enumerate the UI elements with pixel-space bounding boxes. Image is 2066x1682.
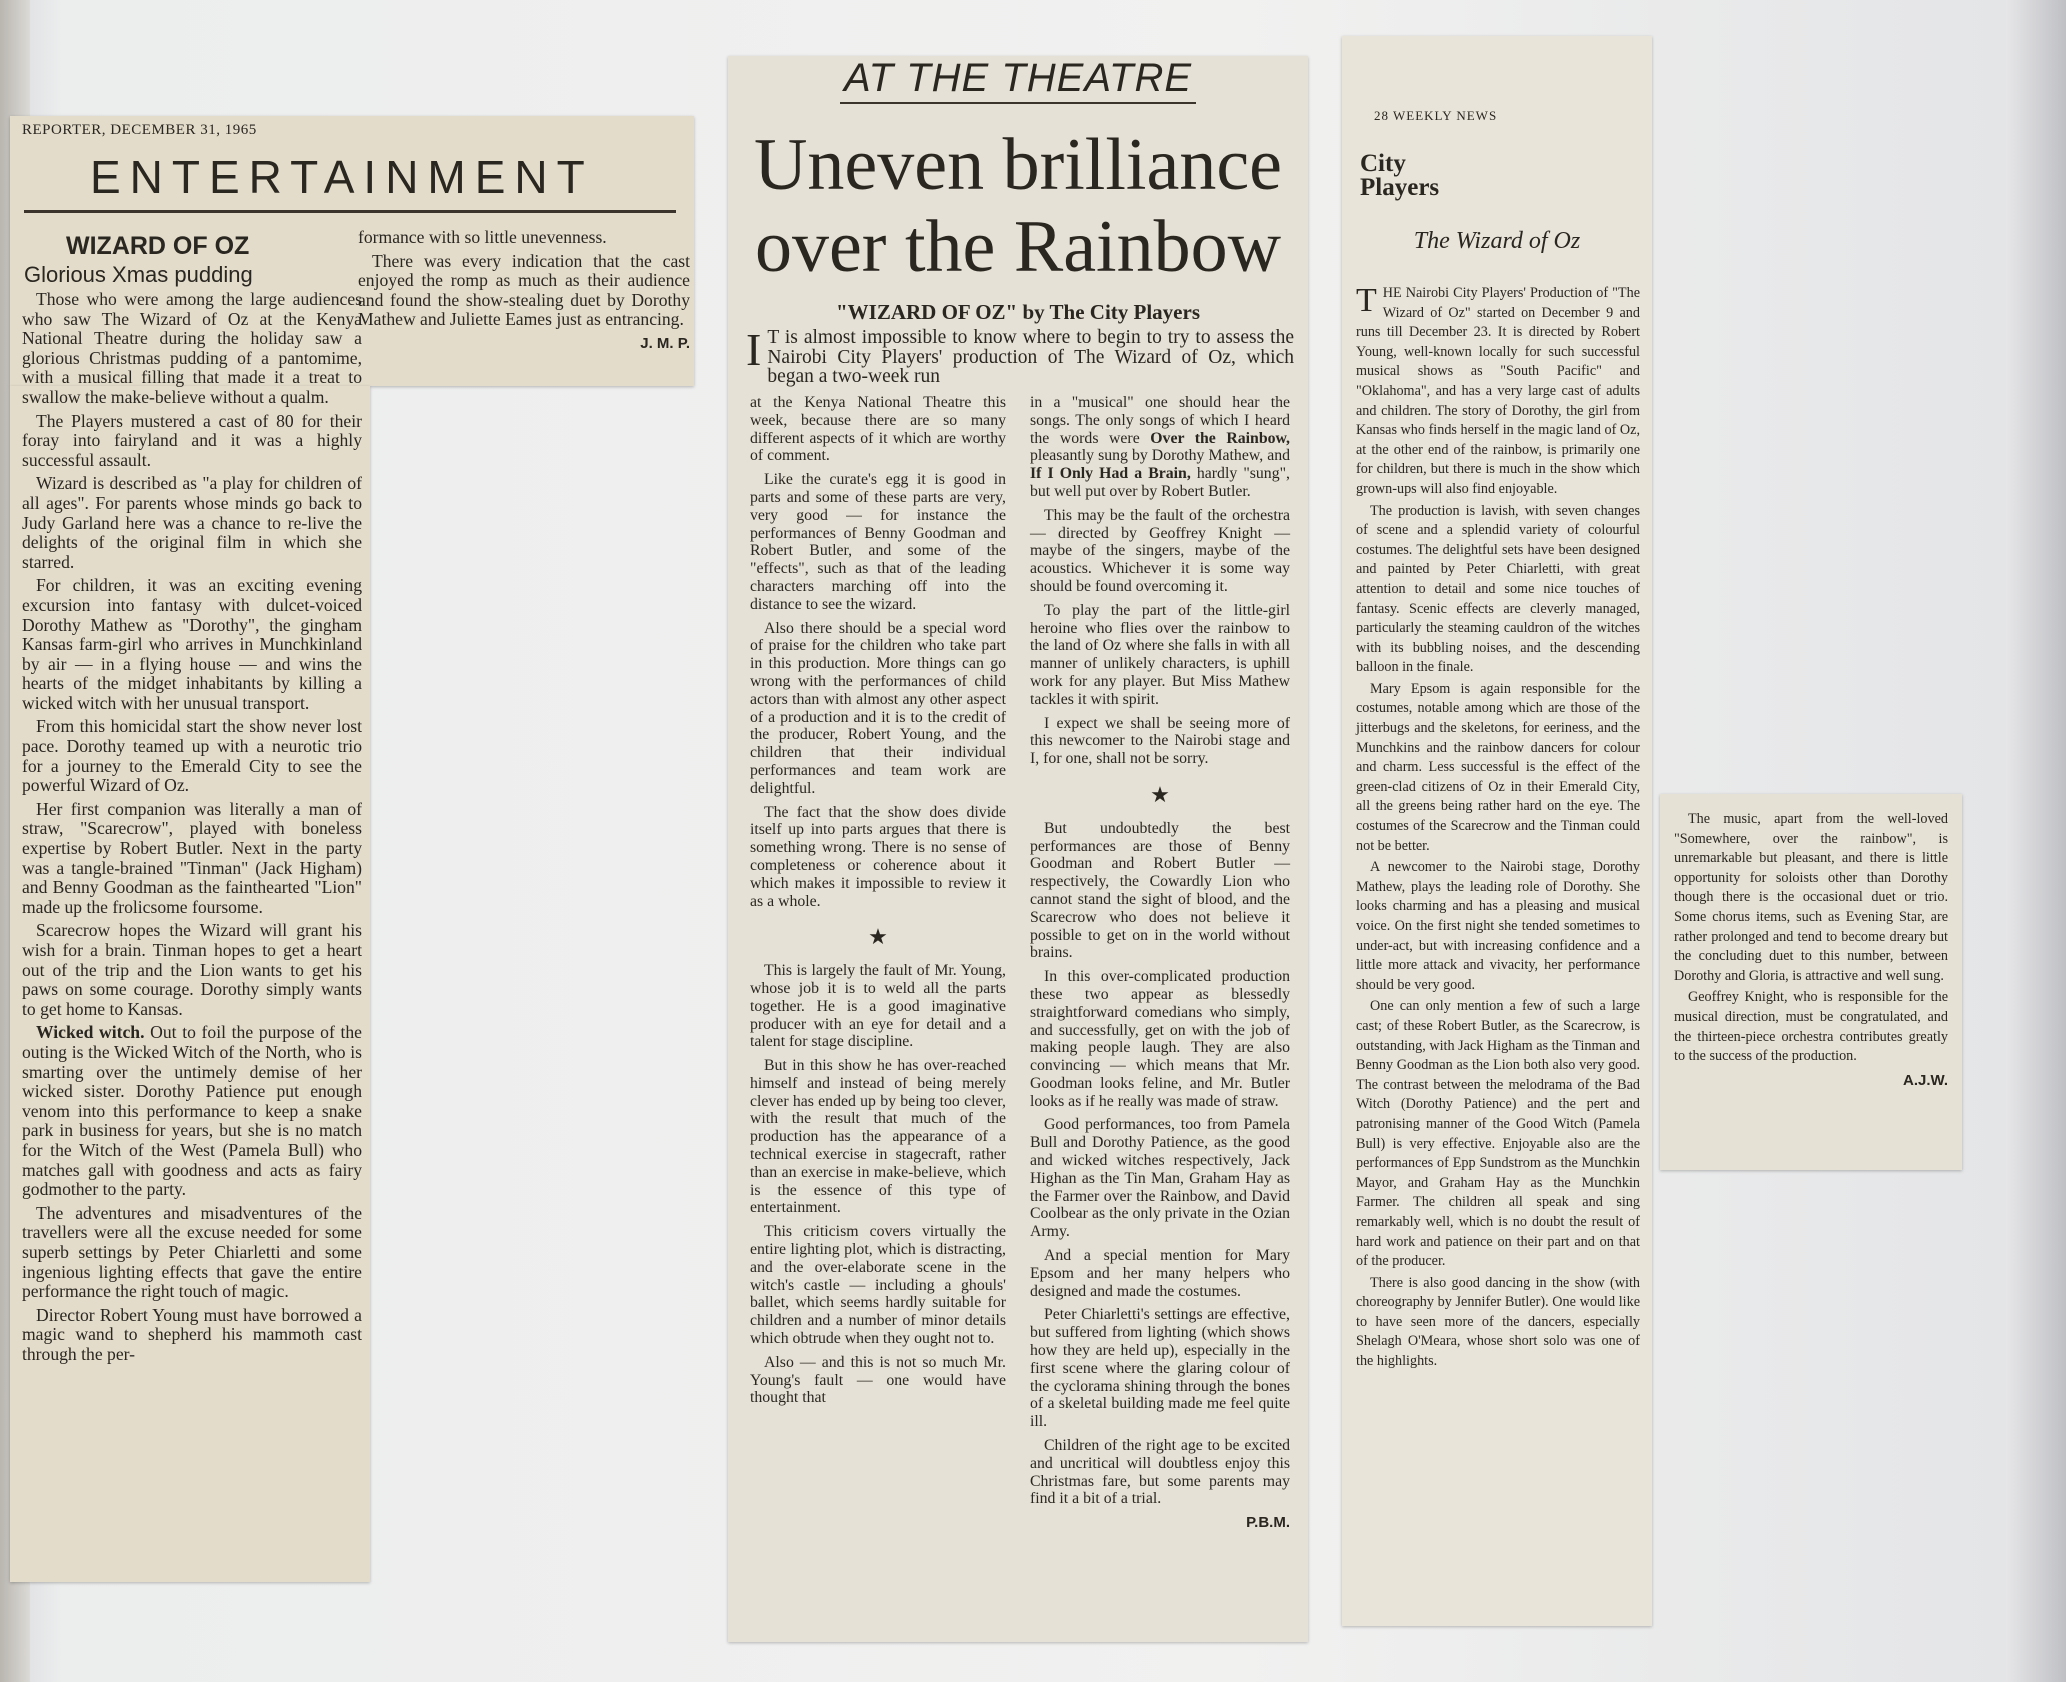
song-title: If I Only Had a Brain, [1030, 465, 1191, 483]
paragraph: One can only mention a few of such a large cast; of these Robert Butler, as the Scarecrow, is outstanding, with Jack Higham as the Tinman and Benny Goodman as the Lion both also very good. The contrast between the melodrama of the Bad Witch (Dorothy Patience) and the pert and patronising manner of the Good Witch (Pamela Bull) is very effective. Enjoyable also are the performances of Epp Sundstrom as the Munchkin Mayor, and Graham Hay as the Munchkin Farmer. The children all speak and sing remarkably well, which is no doubt the result of hard work and patience on their part and on that of the producer. [1356, 998, 1640, 1270]
theatre-column-2 [1030, 394, 1290, 1532]
kicker: AT THE THEATRE [843, 56, 1193, 100]
paragraph: Wizard is described as "a play for children of all ages". For parents whose minds go back to Judy Garland here was a chance to re-live the delights of the original film in which she starred. [22, 473, 362, 572]
paragraph: Peter Chiarletti's settings are effective, but suffered from lighting (which shows how they are held up), especially in the first scene where the glaring colour of the cyclorama shining through the bones of a skeletal building made me feel quite ill. [1030, 1306, 1290, 1431]
paragraph: The fact that the show does divide itself up into parts argues that there is something wrong. There is no sense of completeness or coherence about it which makes it impossible to review it as a whole. [750, 803, 1006, 910]
heading [1360, 152, 1439, 200]
paragraph: Scarecrow hopes the Wizard will grant his wish for a brain. Tinman hopes to get a heart out of the trip and the Lion wants to get his paws on some courage. Dorothy simply wants to get home to Kansas. [22, 920, 362, 1019]
song-title: Over the Rainbow, [1150, 429, 1290, 447]
paragraph: Good performances, too from Pamela Bull and Dorothy Patience, as the good and wicked witches respectively, Jack Highan as the Tin Man, Graham Hay as the Farmer over the Rainbow, and David Coolbear as the only private in the Ozian Army. [1030, 1116, 1290, 1241]
theatre-clipping [728, 56, 1308, 1642]
signature: J. M. P. [640, 334, 690, 352]
kicker-rule [840, 102, 1196, 104]
paragraph: And a special mention for Mary Epsom and her many helpers who designed and made the costumes. [1030, 1247, 1290, 1300]
heading-line-1: City [1360, 150, 1406, 177]
paragraph: Also there should be a special word of praise for the children who take part in this production. More things can go wrong with the performances of child actors than with almost any other aspect of a production and it is to the credit of the producer, Robert Young, and the children that their individual performances and team work are delightful. [750, 619, 1006, 797]
paragraph: The music, apart from the well-loved "Somewhere, over the rainbow", is unremarkable but pleasant, and there is little opportunity for soloists other than Dorothy though there is the occasional duet or trio. Some chorus items, such as Evening Star, are rather prolonged and tend to become dreary but the concluding duet to this number, between Dorothy and Gloria, is attractive and well sung. [1674, 811, 1948, 984]
article-subtitle: Glorious Xmas pudding [24, 262, 253, 287]
paragraph: Children of the right age to be excited and uncritical will doubtless enjoy this Christmas fare, but some parents may find it a bit of a trial. [1030, 1437, 1290, 1508]
paragraph: There is also good dancing in the show (with choreography by Jennifer Butler). One would like to have seen more of the dancers, especially Shelagh O'Meara, whose short solo was one of the highlights. [1356, 1274, 1640, 1370]
subtitle: The Wizard of Oz [1413, 228, 1581, 254]
paragraph: This is largely the fault of Mr. Young, whose job it is to weld all the parts together. He is a good imaginative producer with an eye for detail and a talent for stage discipline. [750, 962, 1006, 1051]
paragraph: Like the curate's egg it is good in parts and some of these parts are very, very good — for instance the performances of Benny Goodman and Robert Butler, and some of the "effects", such as that of the leading characters marching off into the distance to see the wizard. [750, 471, 1006, 613]
byline: "WIZARD OF OZ" by The City Players [836, 300, 1200, 324]
reporter-dateline: REPORTER, DECEMBER 31, 1965 [22, 122, 257, 138]
paragraph: Director Robert Young must have borrowed a magic wand to shepherd his mammoth cast through the per- [22, 1304, 362, 1364]
paragraph: Those who were among the large audiences who saw The Wizard of Oz at the Kenya National Theatre during the holiday saw a glorious Christmas pudding of a pantomime, with a musical filling that made it a treat to swallow the make-believe without a qualm. [22, 289, 362, 407]
paragraph: Also — and this is not so much Mr. Young's fault — one would have thought that [750, 1353, 1006, 1407]
paragraph: The adventures and misadventures of the travellers were all the excuse needed for some superb settings by Peter Chiarletti and some ingenious lighting effects that gave the entire performance the right touch of magic. [22, 1202, 362, 1302]
paragraph: From this homicidal start the show never lost pace. Dorothy teamed up with a neurotic trio for a journey to the Emerald City to see the powerful Wizard of Oz. [22, 716, 362, 796]
drop-cap: T [1356, 282, 1377, 319]
page-label: 28 WEEKLY NEWS [1374, 108, 1498, 123]
paragraph: But in this show he has over-reached himself and instead of being merely clever has ended up by being too clever, with the result that much of the production has the appearance of a technical exercise in stagecraft, rather than an exercise in make-believe, which is the essence of this type of entertainment. [750, 1057, 1006, 1217]
headline-line-1: Uneven brilliance [753, 124, 1283, 206]
headline [728, 124, 1308, 288]
star-separator: ★ [1150, 781, 1170, 807]
signature: A.J.W. [1902, 1071, 1948, 1089]
section-heading: ENTERTAINMENT [90, 151, 594, 203]
paragraph: The Players mustered a cast of 80 for their foray into fairyland and it was a highly successful assault. [22, 410, 362, 470]
paragraph: formance with so little unevenness. [358, 227, 607, 247]
star-separator: ★ [868, 924, 888, 950]
intro-paragraph [746, 324, 1294, 387]
heading-rule [24, 210, 676, 213]
drop-cap: I [746, 324, 762, 375]
paragraph: Geoffrey Knight, who is responsible for the musical direction, must be congratulated, and the thirteen-piece orchestra contributes greatly to the success of the production. [1674, 989, 1948, 1065]
paragraph: There was every indication that the cast enjoyed the romp as much as their audience and found the show-stealing duet by Dorothy Mathew and Juliette Eames just as entrancing. [358, 250, 690, 330]
paragraph: In this over-complicated production these two appear as blessedly straightforward comedians who simply, and successfully, get on with the job of making people laugh. They are also convincing — which means that Mr. Goodman looks feline, and Mr. Butler looks as if he really was made of straw. [1030, 968, 1290, 1110]
page-binding [2006, 0, 2066, 1682]
theatre-column-1 [750, 394, 1006, 1413]
reporter-column-1 [22, 290, 362, 1368]
paragraph: I expect we shall be seeing more of this newcomer to the Nairobi stage and I, for one, shall not be sorry. [1030, 714, 1290, 768]
paragraph: at the Kenya National Theatre this week, because there are so many different aspects of it which are worthy of comment. [750, 394, 1006, 465]
intro-text: T is almost impossible to know where to begin to try to assess the Nairobi City Players' production of The Wizard of Oz, which began a two-week run [767, 327, 1294, 387]
paragraph: HE Nairobi City Players' Production of "The Wizard of Oz" started on December 9 and runs till December 23. It is directed by Robert Young, well-known locally for such successful musical shows as "South Pacific" and "Oklahoma", and has a very large cast of adults and children. The story of Dorothy, the girl from Kansas who finds herself in the magic land of Oz, at the other end of the rainbow, is primarily one for children, but there is much in the show which grown-ups will also find enjoyable. [1356, 285, 1640, 497]
weekly-continuation-clipping [1660, 794, 1962, 1170]
paragraph: hardly "sung", but well put over by Robert Butler. [1030, 465, 1291, 500]
paragraph: The production is lavish, with seven changes of scene and a splendid variety of colourful costumes. The delightful sets have been designed and painted by Peter Chiarletti, with great attention to detail and some nice touches of fantasy. Scenic effects are cleverly managed, particularly the steaming cauldron of the witches with its bubbling noises, and the descending balloon in the finale. [1356, 502, 1640, 676]
paragraph: Out to foil the purpose of the outing is the Wicked Witch of the North, who is smarting over the untimely demise of her wicked sister. Dorothy Patience put enough venom into this performance to keep a snake park in business for years, but she is no match for the Witch of the West (Pamela Bull) who matches gall with goodness and acts as fairy godmother to the party. [22, 1022, 362, 1200]
article-title: WIZARD OF OZ [66, 232, 250, 260]
headline-line-2: over the Rainbow [754, 206, 1282, 288]
reporter-column-2 [358, 228, 690, 354]
signature: P.B.M. [1246, 1514, 1290, 1532]
paragraph: To play the part of the little-girl heroine who flies over the rainbow to the land of Oz where she falls in with all manner of unlikely characters, is uphill work for any player. But Miss Mathew tackles it with spirit. [1030, 601, 1290, 708]
paragraph: in a "musical" one should hear the songs. The only songs of which I heard the words were [1030, 394, 1290, 447]
weekly-news-clipping [1342, 36, 1652, 1626]
heading-line-2: Players [1360, 174, 1440, 201]
paragraph: Mary Epsom is again responsible for the costumes, notable among which are those of the jitterbugs and the skeletons, for eeriness, and the Munchkins and the rainbow dancers for colour and charm. Less successful is the effect of the green-clad citizens of Oz in their Emerald City, all the greens being rather hard on the eye. The costumes of the Scarecrow and the Tinman could not be better. [1356, 680, 1640, 854]
subhead: Wicked witch. [36, 1022, 145, 1043]
reporter-clipping-column [10, 289, 370, 1582]
paragraph: This may be the fault of the orchestra — directed by Geoffrey Knight — maybe of the singers, maybe of the acoustics. Whichever it is some way should be found overcoming it. [1030, 506, 1290, 595]
paragraph: This criticism covers virtually the entire lighting plot, which is distracting, and the over-elaborate scene in the witch's castle — including a ghouls' ballet, which seems hardly suitable for children and a number of minor details which obtrude when they ought not to. [750, 1223, 1006, 1348]
paragraph: pleasantly sung by Dorothy Mathew, and [1030, 447, 1290, 465]
paragraph: Her first companion was literally a man of straw, "Scarecrow", played with boneless expertise by Robert Butler. Next in the party was a tangle-brained "Tinman" (Jack Higham) and Benny Goodman as the fainthearted "Lion" made up the frolicsome foursome. [22, 798, 362, 917]
paragraph: A newcomer to the Nairobi stage, Dorothy Mathew, plays the leading role of Dorothy. She looks charming and has a pleasing and musical voice. On the first night she tended sometimes to under-act, but with increasing confidence and a little more attack and vivacity, her performance should be very good. [1356, 859, 1640, 993]
continuation-body [1674, 810, 1948, 1090]
paragraph: For children, it was an exciting evening excursion into fantasy with dulcet-voiced Dorothy Mathew as "Dorothy", the gingham Kansas farm-girl who arrives in Munchkinland by air — in a flying house — and wins the hearts of the midget inhabitants by killing a wicked witch with her unusual transport. [22, 575, 362, 713]
paragraph: But undoubtedly the best performances are those of Benny Goodman and Robert Butler — respectively, the Cowardly Lion who cannot stand the sight of blood, and the Scarecrow who does not believe it possible to get on in the world without brains. [1030, 819, 1290, 962]
weekly-body [1356, 284, 1640, 1374]
